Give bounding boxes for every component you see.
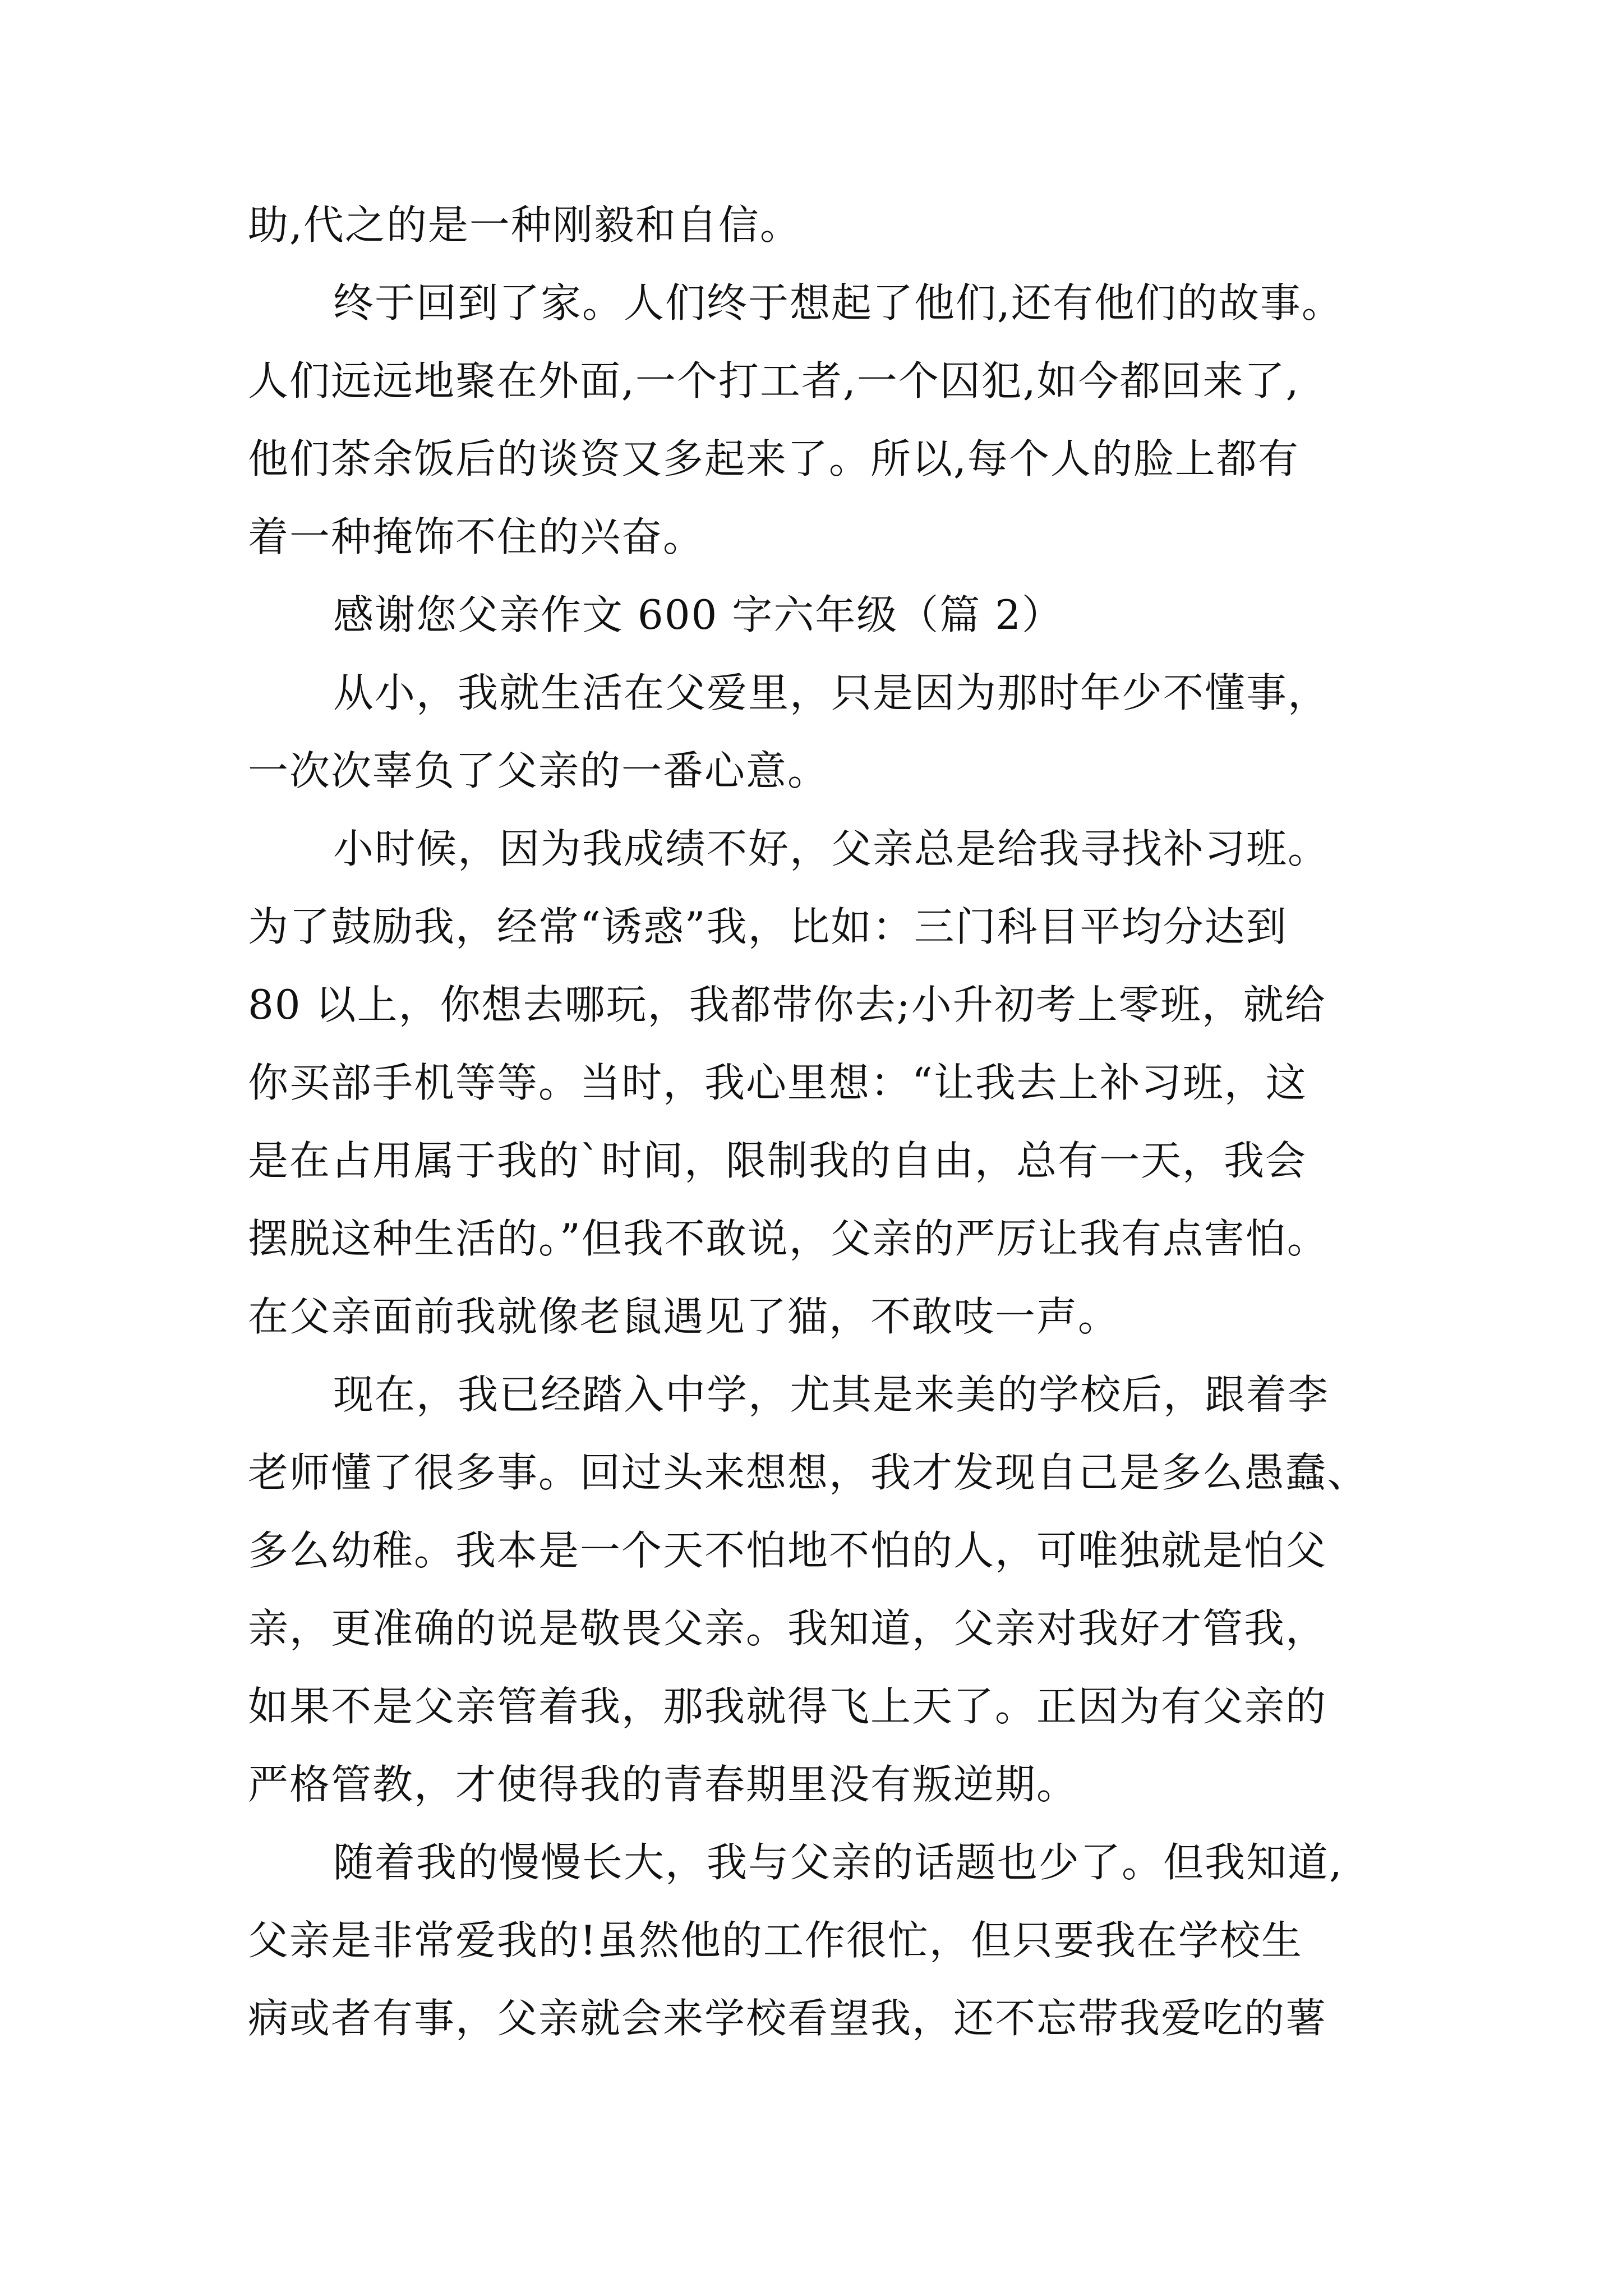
- text-line: 老师懂了很多事。回过头来想想，我才发现自己是多么愚蠢、: [248, 1449, 1369, 1496]
- text-line: 亲，更准确的说是敬畏父亲。我知道，父亲对我好才管我，: [248, 1605, 1327, 1652]
- text-line: 是在占用属于我的`时间，限制我的自由，总有一天，我会: [248, 1137, 1307, 1184]
- text-line: 现在，我已经踏入中学，尤其是来美的学校后，跟着李: [333, 1371, 1330, 1418]
- document-body: [248, 186, 1386, 2058]
- text-line: 为了鼓励我，经常“诱惑”我，比如：三门科目平均分达到: [248, 903, 1288, 950]
- text-line: 小时候，因为我成绩不好，父亲总是给我寻找补习班。: [333, 825, 1330, 872]
- text-line: 病或者有事，父亲就会来学校看望我，还不忘带我爱吃的薯: [248, 1995, 1327, 2042]
- text-line: 父亲是非常爱我的!虽然他的工作很忙，但只要我在学校生: [248, 1917, 1303, 1964]
- text-line: 一次次辜负了父亲的一番心意。: [248, 747, 829, 794]
- text-line: 多么幼稚。我本是一个天不怕地不怕的人，可唯独就是怕父: [248, 1527, 1327, 1574]
- text-line: 他们茶余饭后的谈资又多起来了。所以,每个人的脸上都有: [248, 435, 1299, 482]
- text-line: 80 以上，你想去哪玩，我都带你去;小升初考上零班，就给: [248, 981, 1326, 1028]
- text-line: 终于回到了家。人们终于想起了他们,还有他们的故事。: [333, 279, 1343, 326]
- text-line: 人们远远地聚在外面,一个打工者,一个囚犯,如今都回来了,: [248, 357, 1300, 404]
- text-line: 你买部手机等等。当时，我心里想：“让我去上补习班，这: [248, 1059, 1307, 1106]
- text-line: 严格管教，才使得我的青春期里没有叛逆期。: [248, 1761, 1078, 1808]
- text-line: 从小，我就生活在父爱里，只是因为那时年少不懂事，: [333, 669, 1330, 716]
- text-line: 随着我的慢慢长大，我与父亲的话题也少了。但我知道,: [333, 1839, 1343, 1886]
- text-line: 着一种掩饰不住的兴奋。: [248, 513, 705, 560]
- text-line: 摆脱这种生活的。”但我不敢说，父亲的严厉让我有点害怕。: [248, 1215, 1329, 1262]
- text-line: 在父亲面前我就像老鼠遇见了猫，不敢吱一声。: [248, 1293, 1120, 1340]
- text-line: 如果不是父亲管着我，那我就得飞上天了。正因为有父亲的: [248, 1683, 1327, 1730]
- section-heading: 感谢您父亲作文 600 字六年级（篇 2）: [333, 591, 1063, 638]
- text-line: 助,代之的是一种刚毅和自信。: [248, 201, 801, 249]
